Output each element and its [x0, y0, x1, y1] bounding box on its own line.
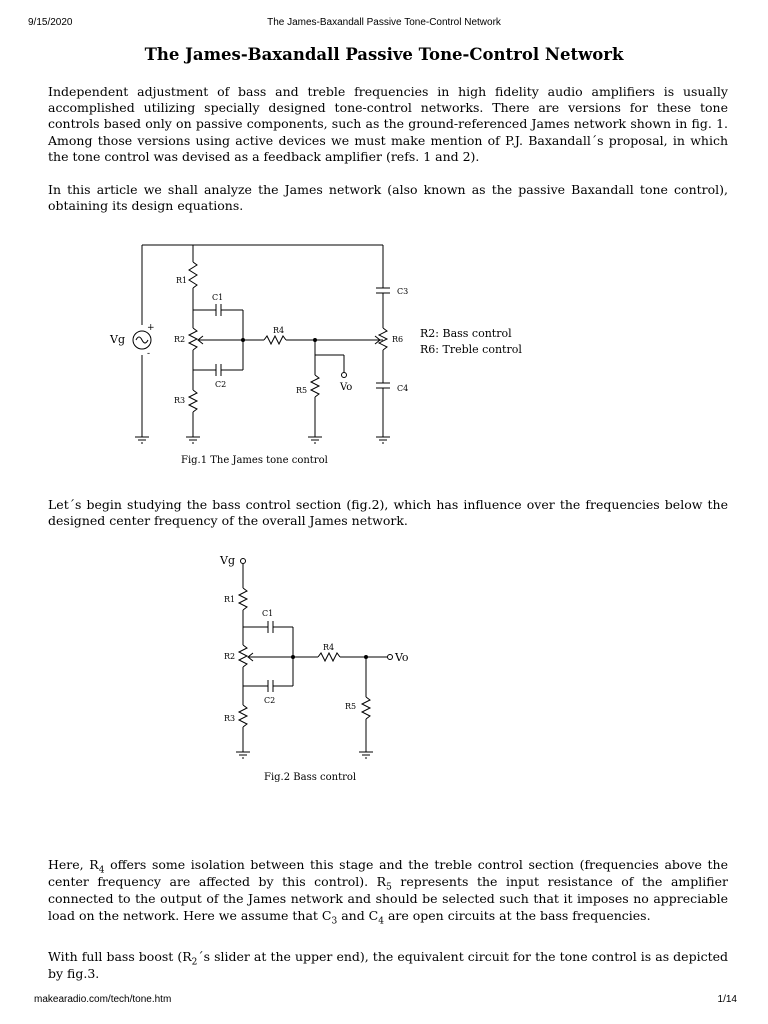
label-r3: R3 [174, 396, 186, 405]
figure-1-caption: Fig.1 The James tone control [181, 455, 328, 466]
label-r2: R2 [224, 652, 236, 661]
label-r5: R5 [345, 702, 357, 711]
label-r4: R4 [323, 643, 335, 652]
label-r5: R5 [296, 386, 308, 395]
print-page-number: 1/14 [717, 994, 737, 1005]
label-vg: Vg [220, 554, 235, 567]
label-r6: R6 [392, 335, 404, 344]
label-r2: R2 [174, 335, 186, 344]
label-c1: C1 [212, 293, 224, 302]
label-r1: R1 [176, 276, 188, 285]
analysis-paragraph: In this article we shall analyze the James network (also known as the passive Baxandall tone control), obtaining its design equations. [48, 182, 728, 214]
label-c4: C4 [397, 384, 409, 393]
ground-icon [359, 752, 373, 758]
r4-r5-paragraph: Here, $R_4$ offers some isolation between this stage and the treble control section (frequencies above the center frequency are affected by this control). $R_5$ represents the input resistance of the amplifier connected to the output of the James network and should be selected such that it imposes no appreciable load on the network. Here we assume that $C_3$ and $C_4$ are open circuits at the bass frequencies. [48, 857, 729, 927]
label-r4: R4 [273, 326, 285, 335]
note-treble-control: R6: Treble control [420, 343, 522, 356]
bass-section-paragraph: Let´s begin studying the bass control section (fig.2), which has influence over the frequencies below the designed center frequency of the overall James network. [48, 497, 728, 529]
label-vo: Vo [340, 382, 353, 393]
label-c2: C2 [264, 696, 276, 705]
print-date: 9/15/2020 [28, 17, 73, 28]
label-c1: C1 [262, 609, 274, 618]
label-vg: Vg [110, 333, 125, 346]
document-title: The James-Baxandall Passive Tone-Control Network [144, 45, 624, 64]
print-footer [0, 994, 768, 1008]
ground-icon [236, 752, 250, 758]
print-page-title: The James-Baxandall Passive Tone-Control Network [267, 17, 501, 28]
note-bass-control: R2: Bass control [420, 327, 512, 340]
label-vo: Vo [395, 651, 409, 664]
label-c3: C3 [397, 287, 409, 296]
bass-boost-paragraph: With full bass boost ($R_2´s$ slider at the upper end), the equivalent circuit for the tone control is as depicted by fig.3. [48, 949, 728, 981]
figure-2-caption: Fig.2 Bass control [264, 772, 357, 783]
label-c2: C2 [215, 380, 227, 389]
print-url: makearadio.com/tech/tone.htm [34, 994, 172, 1005]
label-minus: - [147, 349, 151, 359]
label-plus: + [147, 323, 155, 333]
intro-paragraph: Independent adjustment of bass and treble frequencies in high fidelity audio amplifiers is usually accomplished utilizing specially designed tone-control networks. There are versions for these tone controls based only on passive components, such as the ground-referenced James network shown in fig. 1. Among those versions using active devices we must make mention of P.J. Baxandall´s proposal, in which the tone control was devised as a feedback amplifier (refs. 1 and 2). [48, 84, 728, 164]
label-r1: R1 [224, 595, 236, 604]
label-r3: R3 [224, 714, 236, 723]
